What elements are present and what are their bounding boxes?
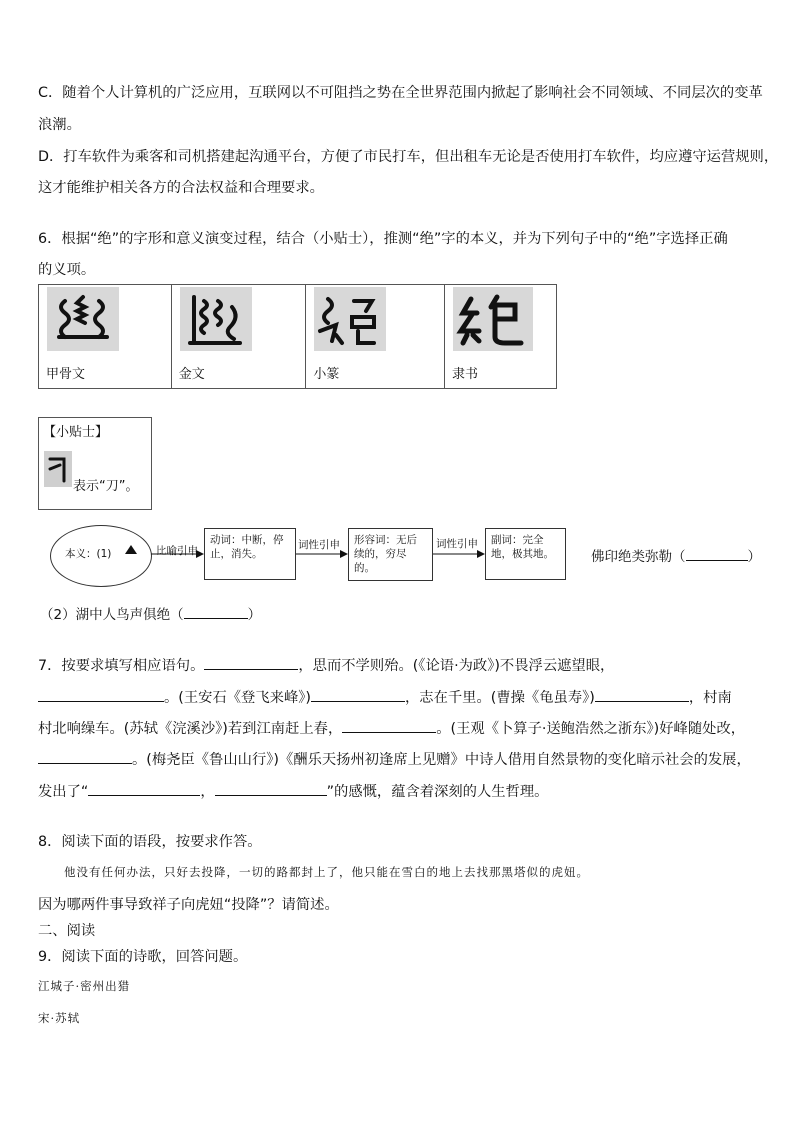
option-d-line1: D．打车软件为乘客和司机搭建起沟通平台，方便了市民打车，但出租车无论是否使用打车软件，均应遵守运营规则，: [38, 149, 779, 165]
sentence-2-close: ）: [247, 607, 262, 623]
question-7-line3: [38, 718, 745, 738]
poem-title: 江城子·密州出猎: [38, 979, 131, 993]
question-8-title: 8．阅读下面的语段，按要求作答。: [38, 834, 262, 850]
meaning-box-adjective: 形容词：无后续的，穷尽的。: [348, 528, 433, 581]
q7-line3-text-b: 。(王观《卜算子·送鲍浩然之浙东》)好峰随处改，: [436, 721, 746, 737]
question-6-line2: 的义项。: [38, 262, 96, 278]
q7-line1-text: ，思而不学则殆。(《论语·为政》)不畏浮云遮望眼，: [298, 658, 615, 674]
q7-line3-text-a: 村北响缲车。(苏轼《浣溪沙》)若到江南赶上春，: [38, 721, 343, 737]
question-7-line4: [38, 749, 751, 769]
meaning-box-verb: 动词：中断，停止，消失。: [204, 528, 296, 580]
question-8-passage: 他没有任何办法，只好去投降，一切的路都封上了，他只能在雪白的地上去找那黑塔似的虎妞。: [64, 865, 589, 879]
answer-blank-1[interactable]: [686, 546, 748, 561]
q7-line5-text-c: ”的感慨，蕴含着深刻的人生哲理。: [326, 784, 549, 800]
q7-line2-text-a: 。(王安石《登飞来峰》): [164, 690, 311, 706]
question-7-line1: [38, 655, 614, 675]
glyph-label-bronze: 金文: [178, 367, 205, 382]
sentence-2-text: （2）湖中人鸟声俱绝（: [40, 607, 184, 623]
q7-blank-6[interactable]: [38, 749, 132, 764]
question-7-line2: [38, 687, 732, 707]
meaning-box-adverb: 副词：完全地，极其地。: [485, 528, 566, 580]
q7-blank-7[interactable]: [88, 781, 200, 796]
option-c-line1: C．随着个人计算机的广泛应用，互联网以不可阻挡之势在全世界范围内掀起了影响社会不同领域、不同层次的变革: [38, 85, 763, 101]
sentence-1-text: 佛印绝类弥勒（: [591, 549, 686, 565]
tip-text: 表示“刀”。: [73, 479, 139, 494]
option-c-line2: 浪潮。: [38, 117, 81, 133]
q7-line5-text-b: ，: [200, 784, 215, 800]
arrow-label-pos-2: 词性引申: [436, 538, 478, 550]
option-d-line2: 这才能维护相关各方的合法权益和合理要求。: [38, 180, 324, 196]
small-seal-glyph-image: [314, 287, 386, 351]
glyph-label-oracle: 甲骨文: [46, 367, 86, 382]
knife-radical-image: [44, 451, 72, 487]
q7-blank-4[interactable]: [595, 687, 689, 702]
q7-line2-text-b: ，志在千里。(曹操《龟虽寿》): [404, 690, 595, 706]
q7-intro: 7．按要求填写相应语句。: [38, 658, 205, 674]
poem-author: 宋·苏轼: [38, 1011, 81, 1025]
q7-line2-text-c: ，村南: [688, 690, 732, 706]
q7-blank-5[interactable]: [342, 718, 436, 733]
glyph-evolution-table: [38, 284, 557, 389]
q7-line4-text: 。(梅尧臣《鲁山山行》)《酬乐天扬州初逢席上见赠》中诗人借用自然景物的变化暗示社会的发展，: [132, 752, 751, 768]
sentence-1-close: ）: [747, 549, 761, 565]
clerical-glyph-image: [453, 287, 533, 351]
q7-blank-2[interactable]: [38, 687, 164, 702]
original-meaning-label: 本义：(1): [65, 548, 112, 560]
tip-box: [38, 417, 152, 510]
section-reading-heading: 二、阅读: [38, 923, 96, 939]
question-9-title: 9．阅读下面的诗歌，回答问题。: [38, 949, 248, 965]
glyph-label-seal: 小篆: [313, 367, 340, 382]
q7-blank-1[interactable]: [204, 655, 298, 670]
glyph-label-clerical: 隶书: [452, 367, 479, 382]
q7-line5-text-a: 发出了“: [38, 784, 89, 800]
question-6-line1: 6．根据“绝”的字形和意义演变过程，结合（小贴士），推测“绝”字的本义，并为下列句子中的“绝”字选择正确: [38, 231, 728, 247]
question-7-line5: [38, 781, 548, 801]
arrow-label-pos-1: 词性引申: [298, 539, 340, 551]
q7-blank-8[interactable]: [215, 781, 327, 796]
triangle-marker-icon: [125, 545, 137, 554]
q7-blank-3[interactable]: [311, 687, 405, 702]
question-8-prompt: 因为哪两件事导致祥子向虎妞“投降”？请简述。: [38, 897, 339, 913]
sentence-2: [40, 603, 261, 623]
answer-blank-2[interactable]: [184, 604, 248, 619]
bronze-glyph-image: [180, 287, 252, 351]
sentence-1: [591, 545, 761, 565]
arrow-label-metaphor: 比喻引申: [156, 545, 198, 557]
tip-title: 【小贴士】: [43, 425, 109, 440]
oracle-bone-glyph-image: [47, 287, 119, 351]
